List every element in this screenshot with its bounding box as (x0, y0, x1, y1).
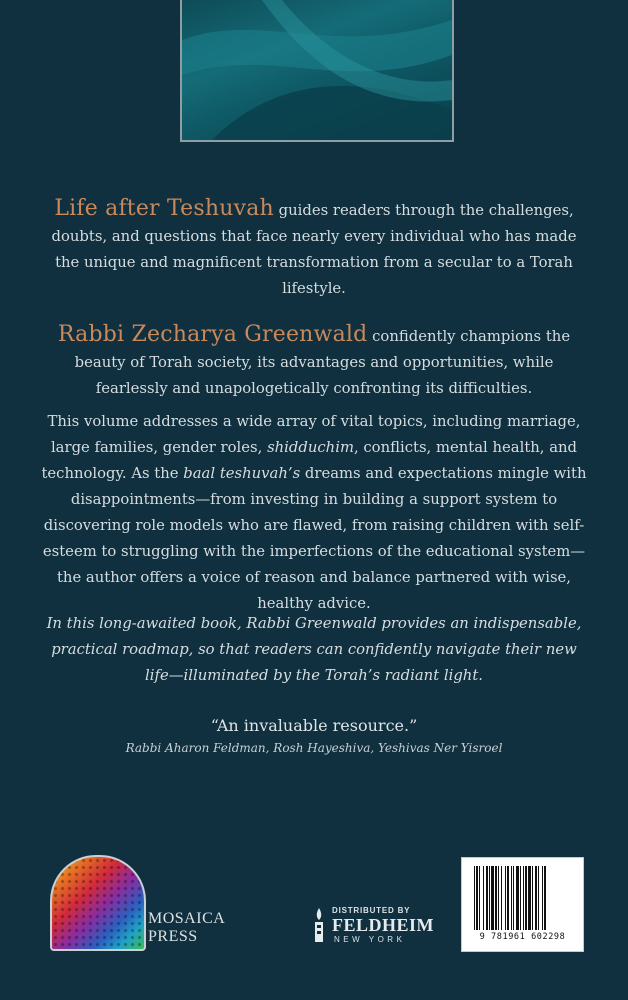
topics-text-c: dreams and expectations mingle with disappointments—from investing in building a support system to discovering role models who are flawed, from raising children with self-esteem to struggling with the imperfections of the educational system—the author offers a voice of reason and balance partnered with wise, healthy advice. (42, 465, 587, 612)
barcode-bar (528, 866, 531, 930)
endorsement-attribution: Rabbi Aharon Feldman, Rosh Hayeshiva, Yeshivas Ner Yisroel (125, 741, 503, 755)
cover-art-panel (180, 0, 454, 142)
teal-abstract-art (182, 0, 452, 140)
isbn-barcode (461, 857, 584, 952)
barcode-bar (489, 866, 490, 930)
book-title: Life after Teshuvah (54, 196, 274, 221)
barcode-bar (479, 866, 480, 930)
topics-paragraph (40, 409, 588, 617)
barcode-bar (498, 866, 499, 930)
stained-glass-icon (50, 855, 146, 951)
distributor-logo (312, 902, 442, 947)
barcode-bar (483, 866, 484, 930)
publisher-name-line2: PRESS (148, 928, 198, 945)
barcode-bar (544, 866, 546, 930)
mosaica-press-logo (50, 855, 245, 950)
barcode-bar (532, 866, 533, 930)
topics-text-a: This volume addresses a wide array of vital topics, including marriage, large families, gender roles, (47, 413, 581, 456)
barcode-bar (501, 866, 502, 930)
barcode-bars (474, 866, 572, 930)
barcode-bar (525, 866, 527, 930)
barcode-bar (486, 866, 488, 930)
barcode-bar (495, 866, 497, 930)
barcode-bar (474, 866, 475, 930)
menorah-flame-icon (312, 908, 326, 944)
barcode-bar (476, 866, 478, 930)
distributor-name: FELDHEIM (332, 915, 435, 935)
barcode-bar (523, 866, 524, 930)
author-text: confidently champions the beauty of Torah society, its advantages and opportunities, while fearlessly and unapologetically confronting its difficulties. (74, 328, 571, 397)
barcode-bar (505, 866, 506, 930)
isbn-number: 9 781961 602298 (479, 932, 566, 942)
intro-text: guides readers through the challenges, doubts, and questions that face nearly every individual who has made the unique and magnificent transformation from a secular to a Torah lifestyle. (51, 202, 577, 297)
barcode-bar (507, 866, 509, 930)
barcode-bar (513, 866, 514, 930)
barcode-bar (491, 866, 494, 930)
author-name: Rabbi Zecharya Greenwald (57, 322, 368, 347)
intro-paragraph (40, 196, 588, 302)
topics-text-b: , conflicts, mental health, and technology. As the (41, 439, 578, 482)
distributor-city: NEW YORK (334, 935, 406, 944)
publisher-name (148, 910, 225, 946)
author-paragraph (40, 322, 588, 402)
shidduchim-term: shidduchim (267, 439, 354, 456)
barcode-bar (516, 866, 519, 930)
endorsement-quote: “An invaluable resource.” (210, 716, 418, 735)
distributed-by-label: DISTRIBUTED BY (332, 906, 411, 915)
closing-paragraph: In this long-awaited book, Rabbi Greenwald provides an indispensable, practical roadmap, so that readers can confidently navigate their new life—illuminated by the Torah’s radiant light. (46, 615, 582, 684)
endorsement (40, 716, 588, 755)
barcode-bar (511, 866, 512, 930)
baal-teshuvah-term: baal teshuvah’s (183, 465, 301, 482)
barcode-bar (538, 866, 539, 930)
barcode-bar (542, 866, 543, 930)
barcode-bar (520, 866, 521, 930)
barcode-bar (535, 866, 537, 930)
publisher-name-line1: MOSAICA (148, 910, 226, 927)
